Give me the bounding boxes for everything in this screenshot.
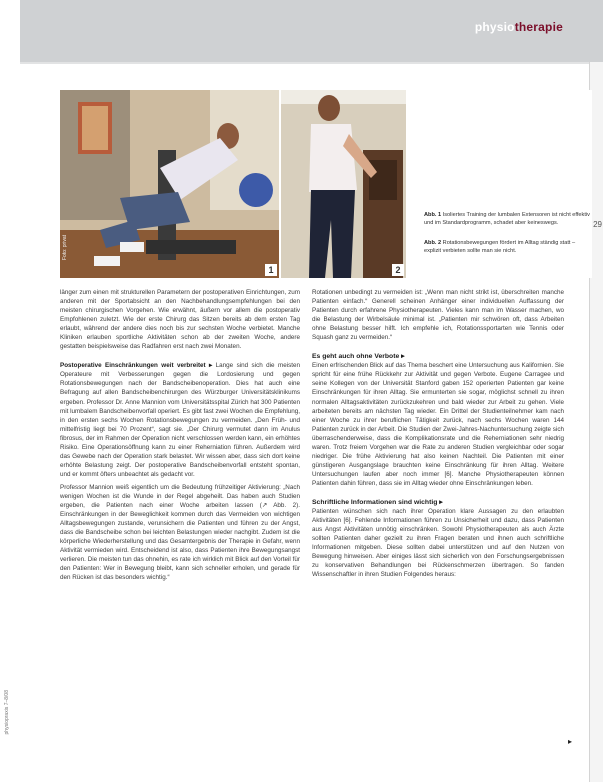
journal-reference: physiopraxis 7–8/08: [4, 690, 10, 735]
caption-panel: [406, 90, 592, 278]
header-divider: [20, 62, 603, 64]
page-number: 29: [593, 220, 602, 229]
caption-1-text: Isoliertes Training der lumbalen Extensoren ist nicht effektiv und im Standardprogramm, schadet aber keineswegs.: [424, 212, 590, 226]
photo-credit: Foto: privat: [62, 234, 68, 260]
caption-2-text: Rotationsbewegungen fördert im Alltag ständig statt – explizit verbieten sollte man sie nicht.: [424, 240, 576, 254]
paragraph-postop-2: Professor Mannion weiß eigentlich um die Bedeutung frühzeitiger Aktivierung: „Nach wenigen Wochen ist die Wunde in der Regel abgeheilt. Das haben auch Studien ergeben, die Patienten nach einer Woche arbeiten lassen (↗ Abb. 2). Einschränkungen in der Beweglichkeit kommen durch das Vermeiden von wichtigen Alltagsbewegungen zustande, verunsichern die Patienten und führen zu der Angst, dass die Bandscheibe schon bei leichten Belastungen wieder nachgibt. Zudem ist die körperliche Wiederherstellung und das Gesamtergebnis der Therapie in Gefahr, wenn Aktivität vermieden wird. Entscheidend ist also, dass Patienten ihre Bewegungsangst verlieren. Die meisten tun das ohnehin, es rate ich wirklich mit Blick auf den Vorteil für den Patienten: Wer in Bewegung bleibt, kann sich schneller erholen, und gerade für den Rücken ist das besonders wichtig.“: [60, 483, 300, 582]
text-column-right: [312, 288, 564, 583]
continue-arrow-icon: ▸: [568, 737, 573, 746]
section-title: [475, 20, 563, 34]
section-title-part1: physio: [474, 20, 515, 34]
heading-schriftlich: Schriftliche Informationen sind wichtig ▸: [312, 498, 443, 506]
figure-1-number: 1: [265, 264, 277, 276]
caption-2-label: Abb. 2: [424, 240, 442, 246]
paragraph-schriftlich: Patienten wünschen sich nach ihrer Operation klare Aussagen zu den erlaubten Aktivitäten [6]. Fehlende Informationen führen zu Unsicherheit und dazu, dass Patienten aus Angst Aktivitäten unnötig einschränken. Sowohl Physiotherapeuten als auch Ärzte sollten Patienten daher gezielt zu ihren Fragen beraten und ihnen auch schriftliche Informationen mitgeben. Diese sollten dabei unterstützen und auf den Nutzen von Bewegung hinweisen. Aber einiges lässt sich sicherlich von den Forschungsergebnissen zu konservativen Behandlungen bei Rückenschmerzen übertragen. So fanden Wissenschaftler in ihren Studien Folgendes heraus:: [312, 508, 564, 579]
paragraph-postop-1-text: Lange sind sich die meisten Operateure mit Verbesserungen gegen die Lordosierung und gegen Rotationsbewegungen nach der Bandscheibenoperation. Dies hat auch eine Befragung auf allen Bandscheibenchirurgen des Würzburger Universitätsklinikums ergeben. Professor Dr. Anne Mannion vom Universitätsspital Zürich hat 300 Patienten mit lumbalem Bandscheibenvorfall operiert. Es gibt fast zwei Wochen die Empfehlung, in den ersten sechs Wochen Rotationsbewegungen zu vermeiden. „Den Früh- und mittelfristig liegt bei 70 Prozent“, sagt sie. „Der Chirurg vermutet dann im Anulus fibrosus, der im Rahmen der Operation nicht verschlossen werden kann, ein erhöhtes Risiko. Eine Operationsöffnung kann zu einer Reherniation führen. Außerdem wird das Gewebe nach der Operation stark belastet. Wir wissen aber, dass sich dort keine erhöhte Belastung zeigt. Der postoperative Bandscheibenvorfall entsteht spontan, und er kommt öfters unbeachtet als gedacht vor.: [60, 362, 301, 478]
heading-ohne-verbote: Es geht auch ohne Verbote ▸: [312, 353, 405, 361]
section-title-part2: therapie: [514, 20, 563, 34]
figure-2-illustration: [281, 90, 406, 278]
caption-figure-1: [424, 212, 590, 227]
figure-2-photo: [281, 90, 406, 278]
paragraph-postop-1: [60, 361, 300, 479]
text-column-left: [60, 288, 300, 586]
figure-1-photo: [60, 90, 279, 278]
figure-2-number: 2: [392, 264, 404, 276]
figure-1-illustration: [60, 90, 279, 278]
caption-1-label: Abb. 1: [424, 212, 442, 218]
paragraph-intro: länger zum einen mit strukturellen Parametern der postoperativen Einrichtungen, zum anderen mit der Sportabsicht an den Nachbehandlungsempfehlungen bei den meisten chirurgischen Vorgehen. Wie erwähnt, äußern vor allem die postoperativ Empfohlenen zuletzt. Wie der erste Chirurg das Sitzen bereits ab dem ersten Tag erlaubt, während der andere dies noch bis zur sechsten Woche verbietet. Manche Kliniken erlauben sportliche Aktivitäten schon ab der zweiten Woche, andere gestatten beispielsweise das Radfahren erst nach zwei Monaten.: [60, 289, 300, 351]
caption-figure-2: [424, 240, 590, 255]
paragraph-right-intro: Rotationen unbedingt zu vermeiden ist: „Wenn man nicht strikt ist, überschreiten manche Patienten einfach.“ Generell scheinen Anhänger einer individuellen Auffassung der Patienten durch erfahrene Physiotherapeuten. Vieles kann man im Wasser machen, wo die Belastung der Wirbelsäule minimal ist. „Patienten mir schwören oft, dass Arbeiten ohne Belastung besser hilft. Ich empfehle ich, Rotationssportarten wie Tennis oder Squash ganz zu vermeiden.“: [312, 289, 564, 342]
paragraph-ohne-verbote: Einen erfrischenden Blick auf das Thema beschert eine Untersuchung aus Kalifornien. Sie spricht für eine frühe Rückkehr zur Aktivität und gegen Verbote. Eugene Carragee und seine Kollegen von der Universität Stanford gaben 152 operierten Patienten gar keine Einschränkungen für ihren Alltag. Sie ermunterten sie sogar, möglichst schnell zu ihren normalen Alltagsaktivitäten zurückzukehren und bald wieder zur Arbeit zu gehen. Viele arbeiteten bereits am nächsten Tag wieder. Ein Drittel der Studienteilnehmer kam nach einer Woche zu ihrer beruflichen Tätigkeit zurück, nach sechs Wochen waren 144 Patienten zurück in der Arbeit. Die Studien der Zwei-Jahres-Nachuntersuchung zeigte sich überraschenderweise, dass die Komplikationsrate und die Reherniationen sehr niedrig waren. Trotz freiem Vorgehen war die Rate zu anderen Studien vergleichbar oder sogar niedriger. Die frühe Aktivierung hat also keinen Nachteil. Die Patienten mit einer günstigeren Ausgangslage brauchten keine Einschränkung für ihren Alltag. Weitere Untersuchungen laufen aber noch immer [6]. Manche Physiotherapeuten können Patienten dahin führen, dass sie im Alltag wieder ohne Einschränkungen leben.: [312, 362, 564, 487]
heading-postop: Postoperative Einschränkungen weit verbreitet ▸: [60, 362, 213, 370]
